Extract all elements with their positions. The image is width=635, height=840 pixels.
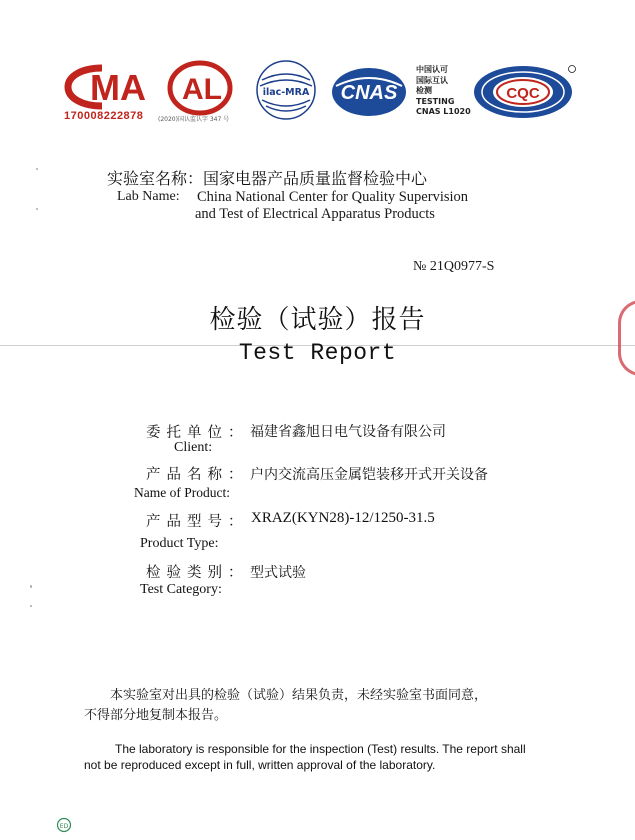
report-title-en: Test Report xyxy=(238,340,397,366)
lab-name-en-line2: and Test of Electrical Apparatus Products xyxy=(195,206,435,222)
test-category-label-en: Test Category: xyxy=(140,582,222,597)
product-type-label-cn: 产品型号： xyxy=(146,514,249,530)
scan-speck xyxy=(36,168,38,170)
cal-logo xyxy=(166,60,234,116)
cnas-logo xyxy=(330,66,408,118)
product-name-label-en: Name of Product: xyxy=(134,485,230,500)
lab-name-en-line1: China National Center for Quality Supervision xyxy=(197,189,469,205)
client-label-cn: 委托单位： xyxy=(146,425,249,441)
cqc-logo xyxy=(472,62,578,120)
client-value: 福建省鑫旭日电气设备有限公司 xyxy=(250,424,446,440)
cnas-logo-text: CNAS xyxy=(340,82,398,104)
scan-speck xyxy=(36,208,38,210)
ilac-mra-logo xyxy=(254,58,318,122)
test-category-value: 型式试验 xyxy=(250,565,306,581)
scan-speck xyxy=(30,585,32,588)
scan-speck xyxy=(30,605,32,607)
cma-number: 170008222878 xyxy=(64,110,144,122)
red-seal-edge xyxy=(618,300,635,376)
lab-name-label-en: Lab Name: xyxy=(117,189,180,204)
cma-registration: (2020)国认监认字 347 号 xyxy=(158,116,230,123)
test-category-label-cn: 检验类别： xyxy=(146,565,249,581)
cqc-logo-text: CQC xyxy=(506,85,540,102)
product-name-value: 户内交流高压金属铠装移开式开关设备 xyxy=(250,467,488,483)
product-type-label-en: Product Type: xyxy=(140,536,219,551)
product-type-value: XRAZ(KYN28)-12/1250-31.5 xyxy=(251,510,435,526)
notice-en-line1: The laboratory is responsible for the inspection (Test) results. The report shall xyxy=(115,742,526,756)
report-number: № 21Q0977-S xyxy=(413,259,495,274)
report-title-cn: 检验（试验）报告 xyxy=(209,305,426,335)
cal-logo-text: AL xyxy=(182,73,222,106)
cnas-accreditation-text: 中国认可 国际互认 检测 TESTING CNAS L1020 xyxy=(416,65,471,116)
lab-name-cn: 实验室名称：国家电器产品质量监督检验中心 xyxy=(107,169,428,188)
client-label-en: Client: xyxy=(174,440,213,455)
cma-logo xyxy=(62,62,158,112)
notice-en-line2: not be reproduced except in full, written approval of the laboratory. xyxy=(84,758,436,772)
cma-logo-text: MA xyxy=(90,67,146,108)
product-name-label-cn: 产品名称： xyxy=(146,467,249,483)
footer-stamp-icon xyxy=(56,817,72,833)
ilac-logo-text: ilac-MRA xyxy=(262,87,310,98)
notice-cn-line2: 不得部分地复制本报告。 xyxy=(84,708,228,723)
notice-cn-line1: 本实验室对出具的检验（试验）结果负责，未经实验室书面同意， xyxy=(110,688,488,703)
footer-stamp-text: ED xyxy=(59,823,69,830)
